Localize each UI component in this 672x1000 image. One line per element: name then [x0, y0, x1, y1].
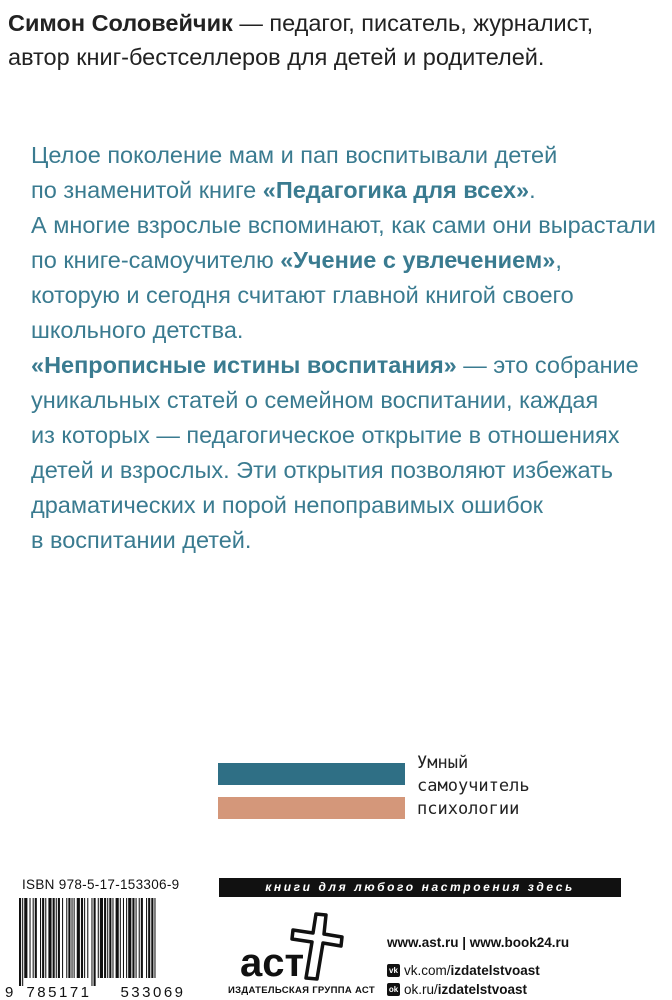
publisher-name: ИЗДАТЕЛЬСКАЯ ГРУППА АСТ: [228, 985, 375, 996]
tagline-banner: книги для любого настроения здесь: [219, 878, 621, 897]
barcode-bar: [24, 898, 27, 978]
book-title-uchenie: «Учение с увлечением»: [280, 247, 556, 273]
ok-link-prefix: ok.ru/: [404, 982, 438, 997]
barcode-bar: [48, 898, 51, 978]
blurb-line: [9, 348, 664, 383]
author-bio: [8, 6, 668, 74]
barcode-bar: [84, 898, 85, 978]
blurb-line: которую и сегодня считают главной книгой своего: [31, 282, 574, 308]
barcode-bar: [81, 898, 83, 978]
barcode-bar: [100, 898, 103, 978]
barcode-bar: [154, 898, 155, 978]
barcode-bar: [19, 898, 21, 986]
barcode-bar: [45, 898, 46, 978]
series-bar-blue: [218, 763, 405, 785]
blurb-text: — это собрание: [456, 352, 639, 378]
barcode-bar: [53, 898, 55, 978]
blurb-line: в воспитании детей.: [31, 527, 252, 553]
blurb-line: детей и взрослых. Эти открытия позволяют избежать: [31, 457, 614, 483]
blurb-paragraph-1: [9, 138, 664, 348]
barcode-bar: [58, 898, 60, 978]
isbn-text: ISBN 978-5-17-153306-9: [22, 877, 180, 892]
barcode-bar: [72, 898, 73, 978]
blurb-line: [9, 243, 664, 278]
barcode-bar: [126, 898, 127, 978]
barcode-bar: [139, 898, 140, 978]
series-label: [417, 752, 530, 821]
barcode-bar: [33, 898, 34, 978]
book-title-neprop: «Непрописные истины воспитания»: [31, 352, 457, 378]
barcode-bar: [148, 898, 150, 978]
barcode-bar: [104, 898, 106, 978]
barcode-group-left: 785171: [26, 984, 92, 1000]
barcode-bar: [132, 898, 134, 978]
ast-logo: [230, 906, 370, 986]
barcode-bar: [42, 898, 44, 978]
ok-link-handle: izdatelstvoast: [437, 982, 528, 997]
barcode-bar: [22, 898, 23, 986]
barcode-bar: [94, 898, 96, 986]
blurb-text: по знаменитой книге: [31, 177, 263, 203]
author-bio-line2: автор книг-бестселлеров для детей и родителей.: [8, 44, 545, 70]
vk-link-prefix: vk.com/: [404, 963, 451, 978]
barcode-bar: [98, 898, 99, 978]
logo-wordmark: аст: [240, 941, 305, 985]
barcode-group-right: 533069: [120, 984, 186, 1000]
barcode-bar: [87, 898, 88, 978]
book-title-pedagogika: «Педагогика для всех»: [262, 177, 530, 203]
blurb-text: по книге-самоучителю: [31, 247, 281, 273]
blurb-line: школьного детства.: [31, 317, 244, 343]
barcode-bar: [30, 898, 31, 978]
barcode-bar: [123, 898, 124, 978]
barcode-bar: [107, 898, 108, 978]
author-name: Симон Соловейчик: [8, 10, 233, 36]
vk-link-handle: izdatelstvoast: [450, 963, 540, 978]
series-label-line: психологии: [417, 799, 520, 819]
blurb-line: А многие взрослые вспоминают, как сами они вырастали: [31, 212, 656, 238]
barcode-bar: [62, 898, 63, 978]
barcode-first-digit: 9: [5, 984, 14, 1000]
series-label-line: самоучитель: [417, 776, 530, 796]
barcode-bar: [56, 898, 57, 978]
barcode-bar: [112, 898, 113, 978]
ok-icon: ok: [388, 985, 399, 994]
barcode-bar: [120, 898, 121, 978]
barcode-bar: [128, 898, 131, 978]
blurb-line: уникальных статей о семейном воспитании, каждая: [31, 387, 599, 413]
ok-link[interactable]: [387, 982, 527, 997]
barcode-bar: [40, 898, 41, 978]
blurb-line: драматических и порой непоправимых ошибок: [31, 492, 543, 518]
blurb-line: Целое поколение мам и пап воспитывали детей: [31, 142, 558, 168]
barcode-bar: [116, 898, 119, 978]
blurb-line: из которых — педагогическое открытие в отношениях: [31, 422, 620, 448]
blurb-paragraph-2: [9, 348, 664, 558]
vk-icon: vk: [387, 964, 400, 977]
series-label-line: Умный: [417, 753, 469, 773]
vk-link[interactable]: [387, 963, 540, 978]
book-blurb: [9, 138, 664, 558]
series-bar-peach: [218, 797, 405, 819]
barcode: [3, 896, 213, 1000]
blurb-text: ,: [555, 247, 562, 273]
barcode-bar: [136, 898, 137, 978]
barcode-bar: [68, 898, 70, 978]
barcode-bar: [91, 898, 92, 986]
blurb-text: .: [529, 177, 536, 203]
barcode-bars: [19, 898, 156, 986]
barcode-bar: [35, 898, 37, 978]
barcode-bar: [141, 898, 143, 978]
barcode-bar: [66, 898, 67, 978]
barcode-bar: [77, 898, 80, 978]
barcode-bar: [151, 898, 153, 978]
website-links[interactable]: www.ast.ru | www.book24.ru: [387, 935, 570, 950]
author-bio-line1: — педагог, писатель, журналист,: [232, 10, 594, 36]
barcode-bar: [74, 898, 75, 978]
barcode-bar: [109, 898, 111, 978]
blurb-line: [9, 173, 664, 208]
barcode-bar: [146, 898, 147, 978]
